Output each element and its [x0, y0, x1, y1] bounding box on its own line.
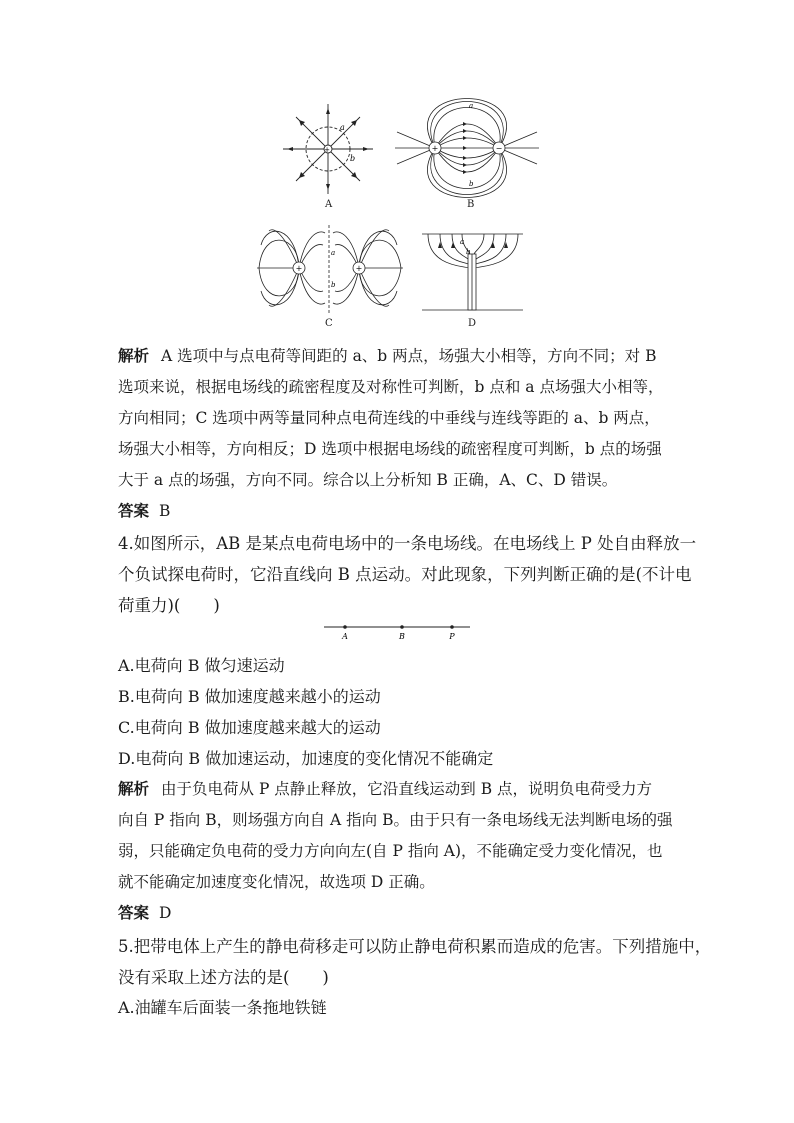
- point-b-label-fig-d: b: [466, 248, 471, 256]
- point-a-label-fig-c: a: [331, 249, 336, 257]
- q3-analysis-line-1: 解析 A 选项中与点电荷等间距的 a、b 两点，场强大小相等，方向不同；对 B: [118, 347, 657, 365]
- q4-answer-label: 答案: [118, 904, 150, 922]
- point-b-label-fig-a: b: [350, 154, 356, 163]
- q3-analysis-label: 解析: [118, 347, 150, 365]
- q5-stem-line-2: 没有采取上述方法的是( ): [118, 968, 329, 987]
- plus-sign-c-right: +: [355, 264, 363, 273]
- caption-a: A: [325, 199, 333, 210]
- q4-analysis-line-2: 向自 P 指向 B，则场强方向自 A 指向 B。由于只有一条电场线无法判断电场的强: [118, 811, 673, 829]
- minus-sign-b: −: [495, 144, 503, 153]
- q3-answer: [118, 499, 170, 521]
- q4-stem-line-1: 4.如图所示，AB 是某点电荷电场中的一条电场线。在电场线上 P 处自由释放一: [118, 534, 697, 553]
- line-label-p: P: [449, 632, 455, 641]
- caption-c: C: [325, 318, 333, 329]
- point-b-label-fig-b: b: [469, 180, 474, 188]
- q3-analysis-line-2: 选项来说，根据电场线的疏密程度及对称性可判断，b 点和 a 点场强大小相等，: [118, 378, 664, 396]
- q4-analysis-label: 解析: [118, 780, 150, 798]
- q3-analysis-line-3: 方向相同；C 选项中两等量同种点电荷连线的中垂线与连线等距的 a、b 两点，: [118, 409, 660, 427]
- q4-analysis-line-1: 解析 由于负电荷从 P 点静止释放，它沿直线运动到 B 点，说明负电荷受力方: [118, 780, 653, 798]
- q4-field-line-figure: [320, 620, 475, 642]
- q4-answer: [118, 901, 171, 923]
- caption-d: D: [468, 318, 477, 329]
- point-b-label-fig-c: b: [331, 281, 336, 289]
- plus-sign-c-left: +: [295, 264, 303, 273]
- point-a-label-fig-a: a: [340, 123, 345, 132]
- q4-stem-line-2: 个负试探电荷时，它沿直线向 B 点运动。对此现象，下列判断正确的是(不计电: [118, 565, 692, 584]
- q4-analysis-line-4: 就不能确定加速度变化情况，故选项 D 正确。: [118, 873, 435, 891]
- plus-sign-b: +: [431, 144, 439, 153]
- q3-answer-label: 答案: [118, 502, 150, 520]
- q3-analysis-line-5: 大于 a 点的场强，方向不同。综合以上分析知 B 正确，A、C、D 错误。: [118, 471, 618, 489]
- caption-b: B: [467, 199, 475, 210]
- q4-option-c: C.电荷向 B 做加速度越来越大的运动: [118, 718, 381, 737]
- q4-answer-value: D: [159, 904, 172, 922]
- line-label-a: A: [342, 632, 348, 641]
- figure-c-like-charges: [255, 225, 405, 315]
- plus-sign-a: +: [324, 146, 330, 154]
- q3-answer-value: B: [159, 502, 171, 520]
- point-a-label-fig-d: a: [460, 238, 465, 246]
- figure-a-point-charge: [280, 98, 380, 208]
- q4-option-b: B.电荷向 B 做加速度越来越小的运动: [118, 687, 381, 706]
- q3-analysis-line-4: 场强大小相等，方向相反；D 选项中根据电场线的疏密程度可判断，b 点的场强: [118, 440, 662, 458]
- figure-d-rod-field: [420, 228, 525, 313]
- q5-option-a: A.油罐车后面装一条拖地铁链: [118, 998, 327, 1017]
- q4-analysis-line-3: 弱，只能确定负电荷的受力方向向左(自 P 指向 A)，不能确定受力变化情况，也: [118, 842, 663, 860]
- figure-b-dipole: [393, 98, 543, 198]
- q4-option-a: A.电荷向 B 做匀速运动: [118, 656, 285, 675]
- q5-stem-line-1: 5.把带电体上产生的静电荷移走可以防止静电荷积累而造成的危害。下列措施中，: [118, 937, 712, 956]
- point-a-label-fig-b: a: [469, 102, 474, 110]
- line-label-b: B: [399, 632, 405, 641]
- q4-option-d: D.电荷向 B 做加速运动，加速度的变化情况不能确定: [118, 749, 494, 768]
- q4-stem-line-3: 荷重力)( ): [118, 596, 220, 615]
